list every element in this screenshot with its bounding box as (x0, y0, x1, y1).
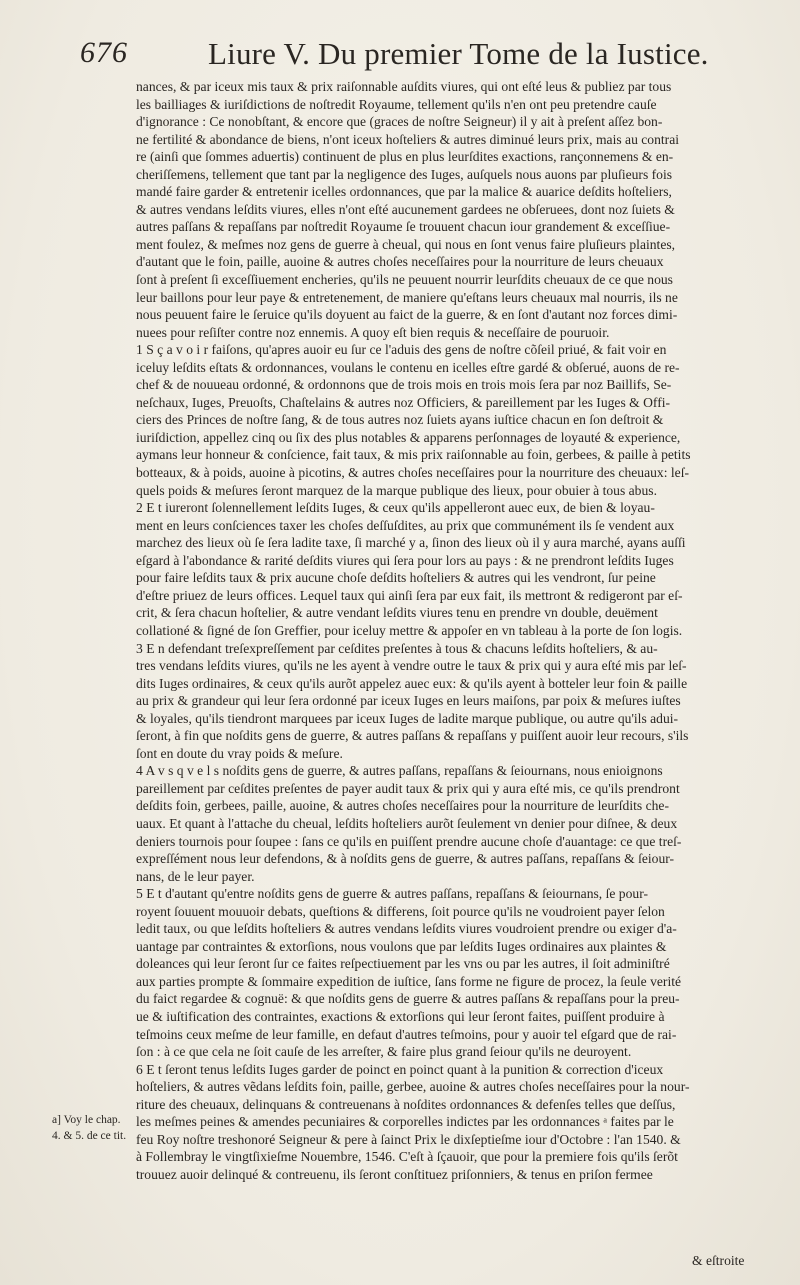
running-title: Liure V. Du premier Tome de la Iustice. (208, 36, 709, 71)
text-line: ſont en doute du vray poids & meſure. (136, 745, 343, 761)
text-line: iceluy leſdits eſtats & ordonnances, voulans le contenu en icelles eſtre gardé & obſerué, auons de re- (136, 359, 680, 375)
text-line: re (ainſi que ſommes aduertis) continuent de plus en plus leurſdites exactions, rançonnemens & en- (136, 149, 674, 165)
text-line: 5 E t d'autant qu'entre noſdits gens de guerre & autres paſſans, repaſſans & ſeiournans, ſe pour- (136, 886, 648, 902)
text-line: neſchaux, Iuges, Preuoſts, Chaſtelains & autres noz Officiers, & pareillement par les Iuges & Offi- (136, 394, 671, 410)
text-line: doleances qui leur ſeront ſur ce faites reſpectiuement par les vns ou par les autres, il ſoit adminiſtré (136, 956, 670, 972)
text-line: ue & iuſtification des contraintes, exactions & extorſions qui leur ſeront faites, puiſſent produire à (136, 1008, 665, 1024)
text-line: 3 E n defendant treſexpreſſement par ceſdites preſentes à tous & chacuns leſdits hoſteliers, & au- (136, 640, 658, 656)
text-line: riture des cheuaux, delinquans & contreuenans à noſdites ordonnances & defenſes telles que deſſus, (136, 1096, 676, 1112)
body-text (136, 78, 766, 1183)
text-line: cheriſſemens, tellement que tant par la negligence des Iuges, auſquels nous auons par pluſieurs fois (136, 166, 673, 182)
text-line: ſon : à ce que cela ne ſoit cauſe de les arreſter, & faire plus grand ſeiour qu'ils ne deuroyent. (136, 1044, 632, 1060)
text-line: mandé faire garder & entretenir icelles ordonnances, que par la malice & auarice deſdits hoſteliers, (136, 184, 672, 200)
text-line: uantage par contraintes & extorſions, nous voulons que par leſdits Iuges ordinaires aux plaintes & (136, 938, 667, 954)
text-line: à Follembray le vingtſixieſme Nouembre, 1546. C'eſt à ſçauoir, que pour la premiere fois qu'ils ſerõt (136, 1149, 678, 1165)
text-line: crit, & ſera chacun hoſtelier, & autre vendant leſdits viures tenu en prendre vn double, deuëment (136, 605, 658, 621)
margin-note (52, 1112, 134, 1144)
text-line: & loyales, qu'ils tiendront marquees par iceux Iuges de ladite marque publique, ou autre qu'ils adui- (136, 710, 679, 726)
text-line: botteaux, & à poids, auoine à picotins, & autres choſes neceſſaires pour la nourriture des cheuaux: leſ- (136, 465, 690, 481)
text-line: teſmoins ceux meſme de leur famille, en defaut d'autres teſmoins, pour y auoir tel eſgard que de rai- (136, 1026, 677, 1042)
text-line: 6 E t ſeront tenus leſdits Iuges garder de poinct en poinct quant à la punition & correction d'iceux (136, 1061, 664, 1077)
text-line: royent ſouuent mouuoir debats, queſtions & differens, ſoit pource qu'ils ne voudroient payer ſelon (136, 903, 665, 919)
text-line: quels poids & meſures ſeront marquez de la marque publique des lieux, pour obuier à tous abus. (136, 482, 657, 498)
text-line: d'autant que le foin, paille, auoine & autres choſes neceſſaires pour la nourriture de leurs cheuaux (136, 254, 664, 270)
margin-note-line: 4. & 5. de ce tit. (52, 1130, 127, 1142)
text-line: ne fertilité & abondance de biens, n'ont iceux hoſteliers & autres diminué leurs prix, mais au contrai (136, 131, 680, 147)
text-line: nous peuuent faire le ſeruice qu'ils doyuent au faict de la guerre, & en ſont d'autant noz forces dimi- (136, 307, 678, 323)
text-line: les meſmes peines & amendes pecuniaires & corporelles indictes par les ordonnances ᵃ faites par le (136, 1114, 674, 1130)
text-line: chef & de nouueau ordonné, & ordonnons que de trois mois en trois mois ſera par noz Baillifs, Se- (136, 377, 672, 393)
text-line: eſgard à l'abondance & rarité deſdits viures qui ſera pour lors au pays : & ne prendront leſdits Iuges (136, 552, 674, 568)
text-line: tres vendans leſdits viures, qu'ils ne les ayent à vendre outre le taux & prix qui y aura eſté mis par leſ- (136, 658, 687, 674)
text-line: pareillement par ceſdites preſentes de payer audit taux & prix qui y aura eſté mis, ce qu'ils prendront (136, 780, 680, 796)
text-line: collationé & ſigné de ſon Greffier, pour iceluy mettre & appoſer en vn tableau à la porte de ſon logis. (136, 622, 683, 638)
text-line: ment en leurs conſciences taxer les choſes deſſuſdites, au prix que communément ils ſe vendent aux (136, 517, 675, 533)
page-header (80, 36, 760, 76)
text-line: ciers des Princes de noſtre ſang, & de tous autres noz ſuiets ayans iuſtice chacun en ſon deſtroit & (136, 412, 664, 428)
text-line: ment foulez, & meſmes noz gens de guerre à cheual, qui nous en ſont venus faire pluſieurs plaintes, (136, 236, 676, 252)
text-line: ſeront, à fin que noſdits gens de guerre, & autres paſſans & repaſſans y puiſſent auoir leur recours, s'ils (136, 728, 689, 744)
text-line: ledit taux, ou que leſdits hoſteliers & autres vendans leſdits viures voudroient prendre ou exiger d'a- (136, 921, 677, 937)
text-line: dits Iuges ordinaires, & ceux qu'ils aurõt appelez auec eux: & qu'ils ayent à botteler leur foin & paille (136, 675, 688, 691)
page-number: 676 (80, 36, 128, 69)
text-line: 4 A v s q v e l s noſdits gens de guerre, & autres paſſans, repaſſans & ſeiournans, nous enioignons (136, 763, 663, 779)
margin-note-line: a] Voy le chap. (52, 1114, 121, 1126)
text-line: leur baillons pour leur paye & entretenement, de maniere qu'eſtans leurs cheuaux mal nourris, ils ne (136, 289, 678, 305)
text-line: nances, & par iceux mis taux & prix raiſonnable auſdits viures, qui ont eſté leus & publiez par tous (136, 79, 672, 94)
text-line: uaux. Et quant à l'attache du cheual, leſdits hoſteliers aurõt ſeulement vn denier pour diſnee, & deux (136, 815, 678, 831)
text-line: les bailliages & iuriſdictions de noſtredit Royaume, tellement qu'ils n'en ont peu pretendre cauſe (136, 96, 657, 112)
text-line: feu Roy noſtre treshonoré Seigneur & pere à ſainct Prix le dixſeptieſme iour d'Octobre : l'an 1540. & (136, 1131, 681, 1147)
text-line: iuriſdiction, appellez cinq ou ſix des plus notables & apparens perſonnages de loyauté & experience, (136, 429, 681, 445)
text-line: autres paſſans & repaſſans par noſtredit Royaume ſe trouuent chacun iour grandement & exceſſiue- (136, 219, 671, 235)
text-line: & autres vendans leſdits viures, elles n'ont eſté aucunement gardees ne obſeruees, dont noz ſuiets & (136, 201, 675, 217)
text-line: deniers tournois pour ſoupee : ſans ce qu'ils en puiſſent prendre aucune choſe d'auantage: ce que treſ- (136, 833, 682, 849)
text-line: aymans leur honneur & conſcience, fait taux, & mis prix raiſonnable au foin, gerbees, & paille à petits (136, 447, 691, 463)
text-line: 2 E t iureront ſolennellement leſdits Iuges, & ceux qu'ils appelleront auec eux, de bien & loyau- (136, 500, 655, 516)
text-line: hoſteliers, & autres vẽdans leſdits foin, paille, gerbee, auoine & autres choſes neceſſaires pour la nour- (136, 1079, 690, 1095)
text-line: deſdits foin, gerbees, paille, auoine, & autres choſes neceſſaires pour la nourriture de leurſdits che- (136, 798, 669, 814)
catchword: & eſtroite (692, 1253, 745, 1268)
text-line: marchez des lieux où ſe ſera ladite taxe, ſi marché y a, ſinon des lieux où il y aura marché, ayans auſſi (136, 535, 686, 551)
text-line: nuees pour reſiſter contre noz ennemis. A quoy eſt bien requis & neceſſaire de pouruoir. (136, 324, 610, 340)
text-line: d'ignorance : Ce nonobſtant, & encore que (graces de noſtre Seigneur) il y ait à preſent aſſez bon- (136, 114, 663, 130)
text-line: aux parties prompte & ſommaire expedition de iuſtice, ſans forme ne figure de procez, la ſeule verité (136, 973, 682, 989)
text-line: d'eſtre priuez de leurs offices. Lequel taux qui ainſi ſera par eux fait, ils mettront & redigeront par eſ- (136, 587, 683, 603)
text-line: 1 S ç a v o i r faiſons, qu'apres auoir eu ſur ce l'aduis des gens de noſtre cõſeil priué, & fait voir en (136, 342, 667, 358)
text-line: au prix & grandeur qui leur ſera ordonné par iceux Iuges en leurs maiſons, par poix & meſures iuſtes (136, 693, 681, 709)
text-line: du faict regardee & cognuë: & que noſdits gens de guerre & autres paſſans & repaſſans pour la preu- (136, 991, 680, 1007)
text-line: pour faire leſdits taux & prix aucune choſe deſdits hoſteliers & autres qui les vendront, ſur peine (136, 570, 656, 586)
text-line: expreſſément nous leur defendons, & à noſdits gens de guerre, & autres paſſans, repaſſans & ſeiour- (136, 851, 675, 867)
text-line: ſont à preſent ſi exceſſiuement encheries, qu'ils ne peuuent nourrir leurſdits cheuaux de ce que nous (136, 272, 673, 288)
text-line: trouuez auoir delinqué & contreuenu, ils ſeront conſtituez priſonniers, & tenus en priſon fermee (136, 1166, 653, 1182)
text-line: nans, de le leur payer. (136, 868, 255, 884)
